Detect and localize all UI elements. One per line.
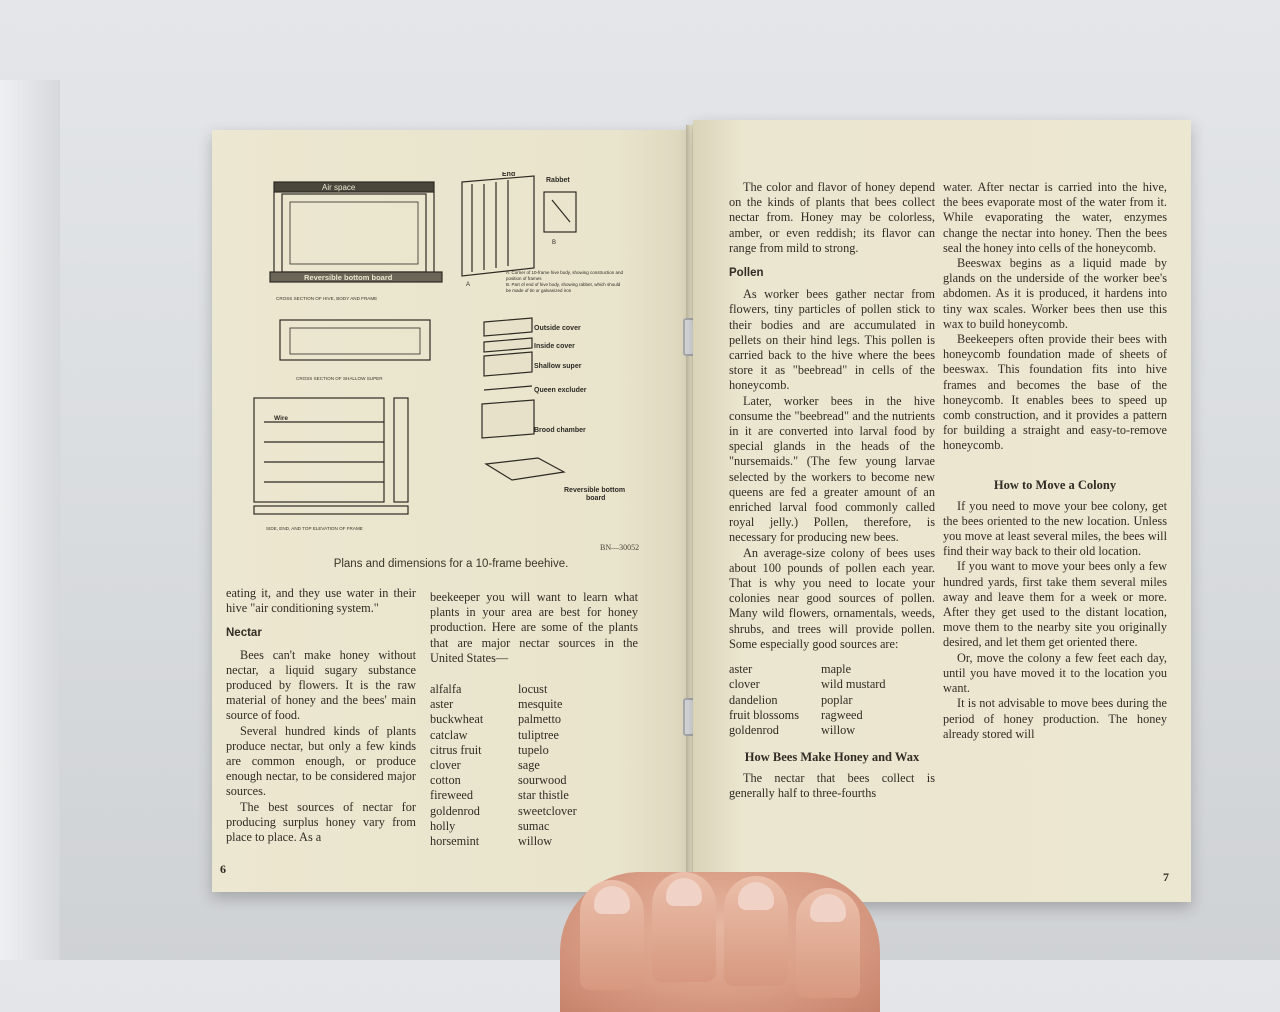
pollen-source-list [729,662,935,738]
fingernail [594,886,630,914]
label-queen-excluder: Queen excluder [534,387,587,394]
label-end: End [502,172,516,178]
list-item: willow [518,834,553,849]
list-item: aster [430,697,454,712]
list-item: goldenrod [430,803,480,818]
hand [560,872,880,1012]
paragraph: The best sources of nectar for producing surplus honey vary from place to place. As a [226,799,416,845]
fingernail [738,882,774,910]
beehive-plans-svg [234,172,674,567]
paragraph: An average-size colony of bees uses about 100 pounds of pollen each year. That is why you need to locate your colonies near good sources of pollen. Many wild flowers, ornamentals, weeds, shrubs, and trees will provide pollen. Some especially good sources are: [729,545,935,651]
list-item: sweetclover [518,803,577,818]
list-item: horsemint [430,834,480,849]
left-page [212,130,690,892]
label-reversible-bottom-board-2a: Reversible bottom [564,487,626,494]
list-item: willow [821,722,856,737]
left-page-col2 [430,590,638,849]
list-item: holly [430,818,456,833]
note-a: A. Corner of 10-frame hive body, showing construction and position of frames [506,270,623,281]
paragraph: It is not advisable to move bees during the period of honey production. The honey already stored will [943,696,1167,741]
heading-how-bees-make-honey: How Bees Make Honey and Wax [744,750,920,765]
list-item: buckwheat [430,712,484,727]
paragraph: eating it, and they use water in their hive "air conditioning system." [226,586,416,616]
paragraph: Later, worker bees in the hive consume the "beebread" and the nutrients in it are converted into larval food by special glands in the heads of the "nursemaids." (The few young larvae selected by the workers to become new queens are fed a greater amount of an enriched larval food commonly called royal jelly.) Pollen, therefore, is necessary for producing new bees. [729,393,935,545]
list-item: fruit blossoms [729,707,800,722]
right-page [693,120,1191,902]
left-page-col1 [226,586,416,845]
label-outside-cover: Outside cover [534,325,581,332]
heading-pollen: Pollen [729,267,764,280]
paragraph: As worker bees gather nectar from flowers, tiny particles of pollen stick to their bodies and are accumulated in pellets on their hind legs. This pollen is carried back to the hive where the bees store it as "beebread" in cells of the honeycomb. [729,287,935,393]
paragraph: water. After nectar is carried into the hive, the bees evaporate most of the water from it. While evaporating the water, enzymes change the nectar into honey. Then the bees seal the honey into cells of the honeycomb. [943,180,1167,255]
paragraph: If you want to move your bees only a few hundred yards, first take them several miles away and leave them for a week or more. After they get used to the distant location, move them to the nearby site you originally desired, and let them get oriented there. [943,559,1167,650]
list-item: mesquite [518,697,563,712]
finger [580,880,644,990]
right-page-col1 [729,180,935,802]
label-side-end-top: SIDE, END, AND TOP ELEVATION OF FRAME [266,526,363,531]
paragraph: Or, move the colony a few feet each day, until you have moved it to the location you want. [943,650,1167,696]
list-item: citrus fruit [430,742,482,757]
list-item: ragweed [821,707,863,722]
paragraph: Several hundred kinds of plants produce nectar, but only a few kinds are common enough, or produce enough nectar, to be considered major sources. [226,723,416,799]
list-item: poplar [821,692,853,707]
paragraph: If you need to move your bee colony, get the bees oriented to the new location. Unless you move at least several miles, the bees will find their way back to their old location. [943,498,1167,559]
finger [724,876,788,986]
list-item: tuliptree [518,727,559,742]
label-letter-a: A [466,282,471,288]
nectar-plant-list [430,682,638,849]
desk-background [0,80,60,960]
list-item: palmetto [518,712,562,727]
paragraph: Beeswax begins as a liquid made by glands on the underside of the worker bee's abdomen. As it is produced, it hardens into tiny wax scales. Worker bees then use this wax to build honeycomb. [943,256,1167,331]
list-item: sourwood [518,773,567,788]
label-brood-chamber: Brood chamber [534,427,586,434]
rabbet-detail [544,192,576,232]
label-letter-b: B [552,240,557,246]
list-item: fireweed [430,788,474,803]
list-item: aster [729,662,753,677]
paragraph: Beekeepers often provide their bees with honeycomb foundation made of sheets of beeswax. This foundation fits into hive frames and becomes the base of the honeycomb. It enables bees to speed up comb construction, and it provides a pattern for building a straight and easy-to-remove honeycomb. [943,332,1167,453]
list-item: goldenrod [729,722,779,737]
list-item: cotton [430,773,461,788]
list-item: locust [518,682,548,697]
beehive-diagram [234,172,674,567]
label-cross-section-hive: CROSS SECTION OF HIVE, BODY AND FRAME [276,296,378,301]
label-wire: Wire [274,415,289,422]
paragraph: Bees can't make honey without nectar, a liquid sugary substance produced by flowers. It is the raw material of honey and the bees' main source of food. [226,647,416,723]
paragraph: beekeeper you will want to learn what plants in your area are best for honey production. Here are some of the plants that are major nectar sources in the United States— [430,590,638,665]
figure-caption: Plans and dimensions for a 10-frame beehive. [333,558,569,570]
label-inside-cover: Inside cover [534,343,575,350]
paragraph: The nectar that bees collect is generally half to three-fourths [729,771,935,801]
label-shallow-super: Shallow super [534,363,582,370]
finger [652,872,716,982]
fingernail [810,894,846,922]
right-page-col2 [943,180,1167,742]
heading-how-to-move-a-colony: How to Move a Colony [993,477,1117,492]
list-item: clover [729,677,760,692]
list-item: tupelo [518,742,549,757]
page-number-right: 7 [1163,870,1169,884]
label-cross-section-super: CROSS SECTION OF SHALLOW SUPER [296,376,383,381]
fingernail [666,878,702,906]
list-item: maple [821,662,852,677]
heading-nectar: Nectar [226,627,262,640]
label-air-space: Air space [322,183,356,192]
label-reversible-bottom-board: Reversible bottom board [304,273,393,282]
list-item: wild mustard [821,677,886,692]
paragraph: The color and flavor of honey depend on the kinds of plants that bees collect nectar from. Honey may be colorless, amber, or even reddish; its flavor can range from mild to strong. [729,180,935,255]
note-b: B. Part of end of hive body, showing rabbet, which should be made of tin or galvanized iron [506,282,621,293]
finger [796,888,860,998]
label-reversible-bottom-board-2b: board [586,495,606,502]
page-number-left: 6 [220,862,226,876]
list-item: sage [518,758,540,773]
list-item: dandelion [729,692,778,707]
figure-code: BN—30052 [600,543,640,552]
label-rabbet: Rabbet [546,177,570,184]
list-item: catclaw [430,727,468,742]
list-item: sumac [518,818,550,833]
list-item: clover [430,758,461,773]
list-item: star thistle [518,788,569,803]
list-item: alfalfa [430,682,462,697]
